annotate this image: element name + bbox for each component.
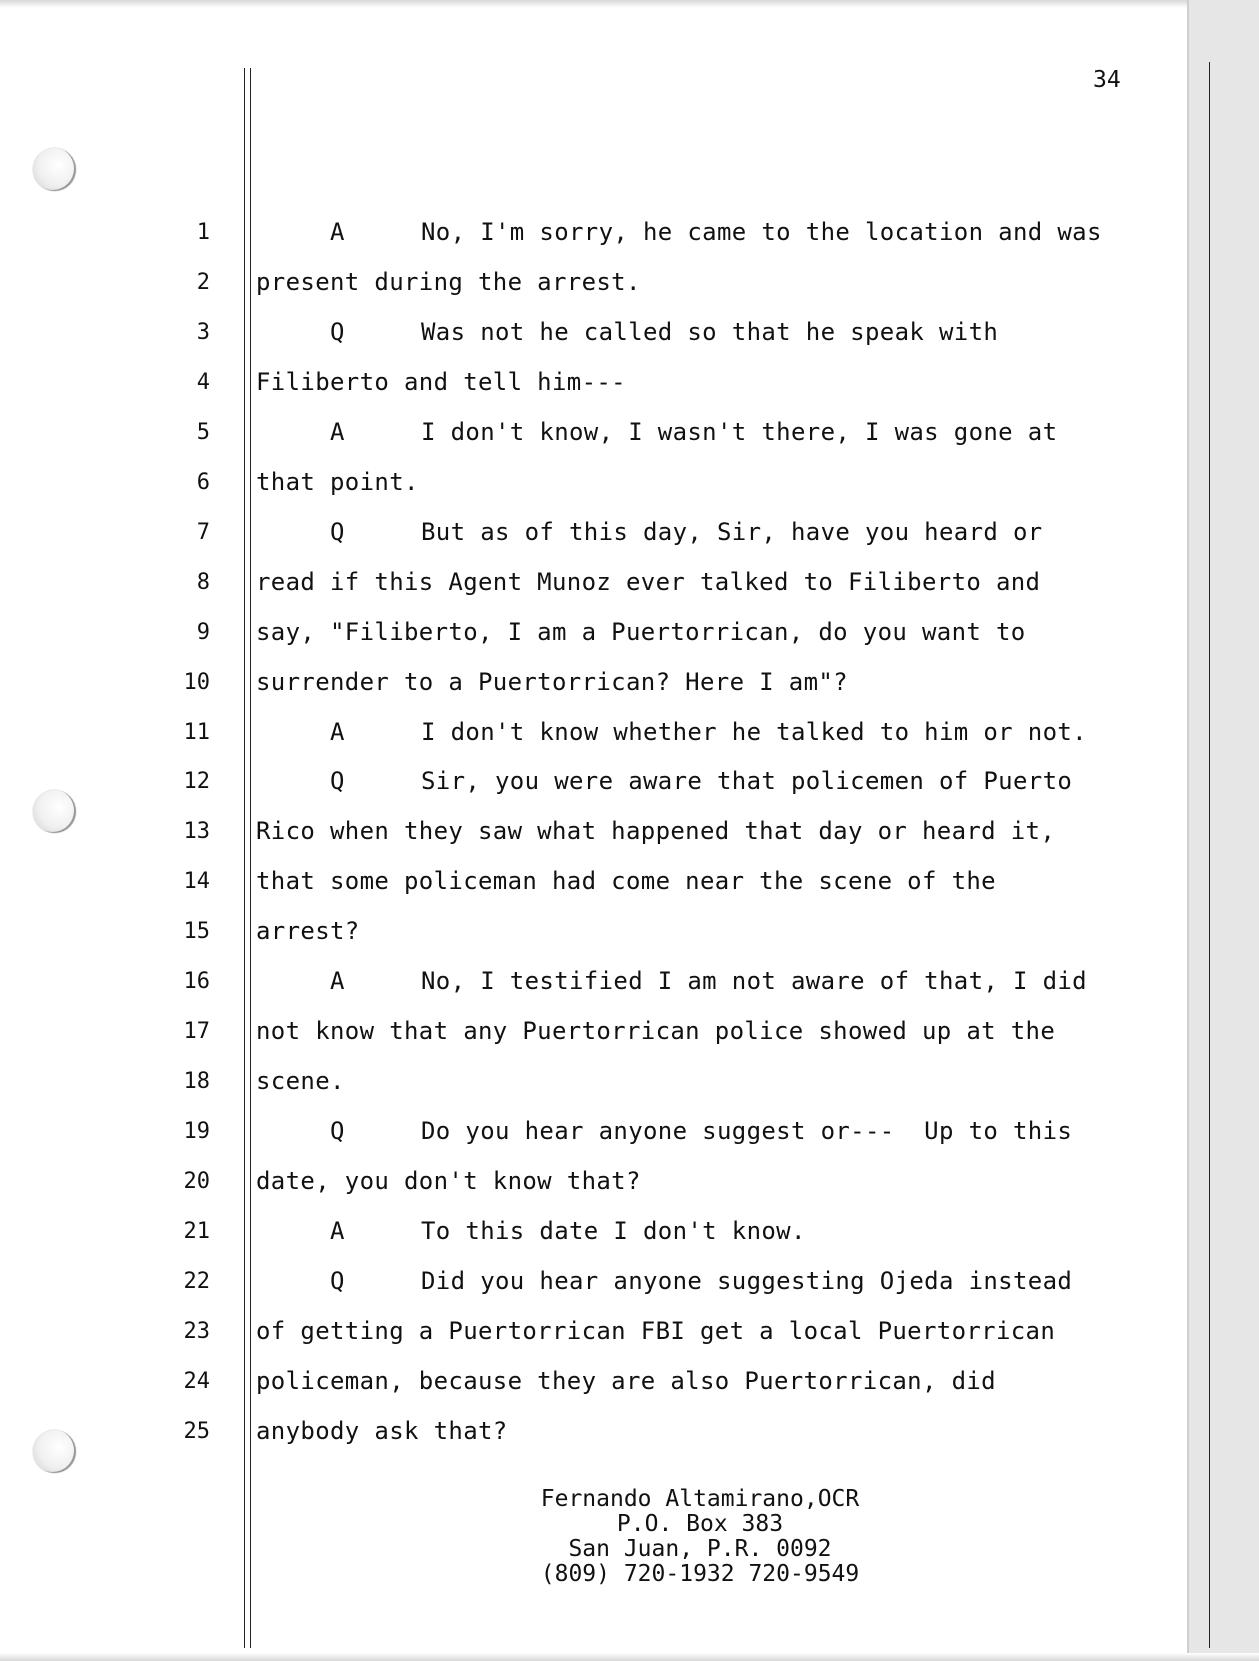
scan-bottom-shade [0,1653,1259,1661]
testimony-text: Did you hear anyone suggesting Ojeda instead [421,1267,1073,1295]
testimony-text: But as of this day, Sir, have you heard or [421,518,1043,546]
line-number: 6 [196,470,210,495]
line-number: 7 [196,520,210,545]
line-number: 9 [196,620,210,645]
line-number: 12 [183,769,210,794]
line-number: 3 [196,320,210,345]
reporter-footer [400,1487,1000,1587]
reporter-phones: (809) 720-1932 720-9549 [540,1561,860,1587]
question-marker: Q [330,1117,345,1145]
line-number: 16 [183,969,210,994]
paper-right-edge [1187,0,1189,1661]
line-number: 21 [183,1219,210,1244]
testimony-continuation-text: that point. [256,468,419,496]
question-marker: Q [330,1267,345,1295]
punch-hole-bottom [33,1430,76,1473]
question-marker: Q [330,518,345,546]
page-number: 34 [1093,67,1121,93]
punch-hole-middle [33,790,76,833]
answer-marker: A [330,718,345,746]
testimony-continuation-text: arrest? [256,917,360,945]
testimony-continuation-text: say, "Filiberto, I am a Puertorrican, do you want to [256,618,1026,646]
testimony-text: Sir, you were aware that policemen of Puerto [421,767,1073,795]
line-number: 13 [183,819,210,844]
testimony-text: Was not he called so that he speak with [421,318,999,346]
testimony-text: No, I testified I am not aware of that, I did [421,967,1087,995]
line-number: 25 [183,1419,210,1444]
line-number: 22 [183,1269,210,1294]
testimony-text: To this date I don't know. [421,1217,806,1245]
line-number: 10 [183,670,210,695]
answer-marker: A [330,1217,345,1245]
line-number: 24 [183,1369,210,1394]
testimony-continuation-text: policeman, because they are also Puertorrican, did [256,1367,996,1395]
line-number: 2 [196,270,210,295]
answer-marker: A [330,418,345,446]
scan-top-shade [0,0,1259,8]
line-number: 20 [183,1169,210,1194]
testimony-continuation-text: that some policeman had come near the scene of the [256,867,996,895]
testimony-text: No, I'm sorry, he came to the location and was [421,218,1102,246]
testimony-text: I don't know whether he talked to him or not. [421,718,1087,746]
testimony-continuation-text: scene. [256,1067,345,1095]
reporter-city: San Juan, P.R. 0092 [568,1536,832,1562]
answer-marker: A [330,967,345,995]
punch-hole-top [33,148,76,191]
reporter-name: Fernando Altamirano,OCR [540,1486,860,1512]
line-number: 17 [183,1019,210,1044]
line-number: 8 [196,570,210,595]
line-number: 23 [183,1319,210,1344]
testimony-text: Do you hear anyone suggest or--- Up to this [421,1117,1073,1145]
line-number: 11 [183,720,210,745]
answer-marker: A [330,218,345,246]
line-number: 19 [183,1119,210,1144]
testimony-continuation-text: anybody ask that? [256,1417,508,1445]
left-margin-rule-1 [244,68,245,1648]
testimony-continuation-text: Filiberto and tell him--- [256,368,626,396]
right-margin-rule [1209,62,1210,1648]
line-number: 4 [196,370,210,395]
testimony-continuation-text: surrender to a Puertorrican? Here I am"? [256,668,848,696]
line-number: 18 [183,1069,210,1094]
testimony-continuation-text: date, you don't know that? [256,1167,641,1195]
line-number: 14 [183,869,210,894]
question-marker: Q [330,767,345,795]
testimony-continuation-text: Rico when they saw what happened that day or heard it, [256,817,1056,845]
testimony-continuation-text: not know that any Puertorrican police showed up at the [256,1017,1056,1045]
testimony-text: I don't know, I wasn't there, I was gone at [421,418,1058,446]
line-number: 1 [196,220,210,245]
line-number: 15 [183,919,210,944]
left-margin-rule-2 [250,68,251,1648]
testimony-continuation-text: read if this Agent Munoz ever talked to Filiberto and [256,568,1041,596]
line-number: 5 [196,420,210,445]
reporter-po-box: P.O. Box 383 [616,1511,784,1537]
testimony-continuation-text: present during the arrest. [256,268,641,296]
testimony-continuation-text: of getting a Puertorrican FBI get a local Puertorrican [256,1317,1056,1345]
scan-right-shade [1189,0,1259,1661]
question-marker: Q [330,318,345,346]
